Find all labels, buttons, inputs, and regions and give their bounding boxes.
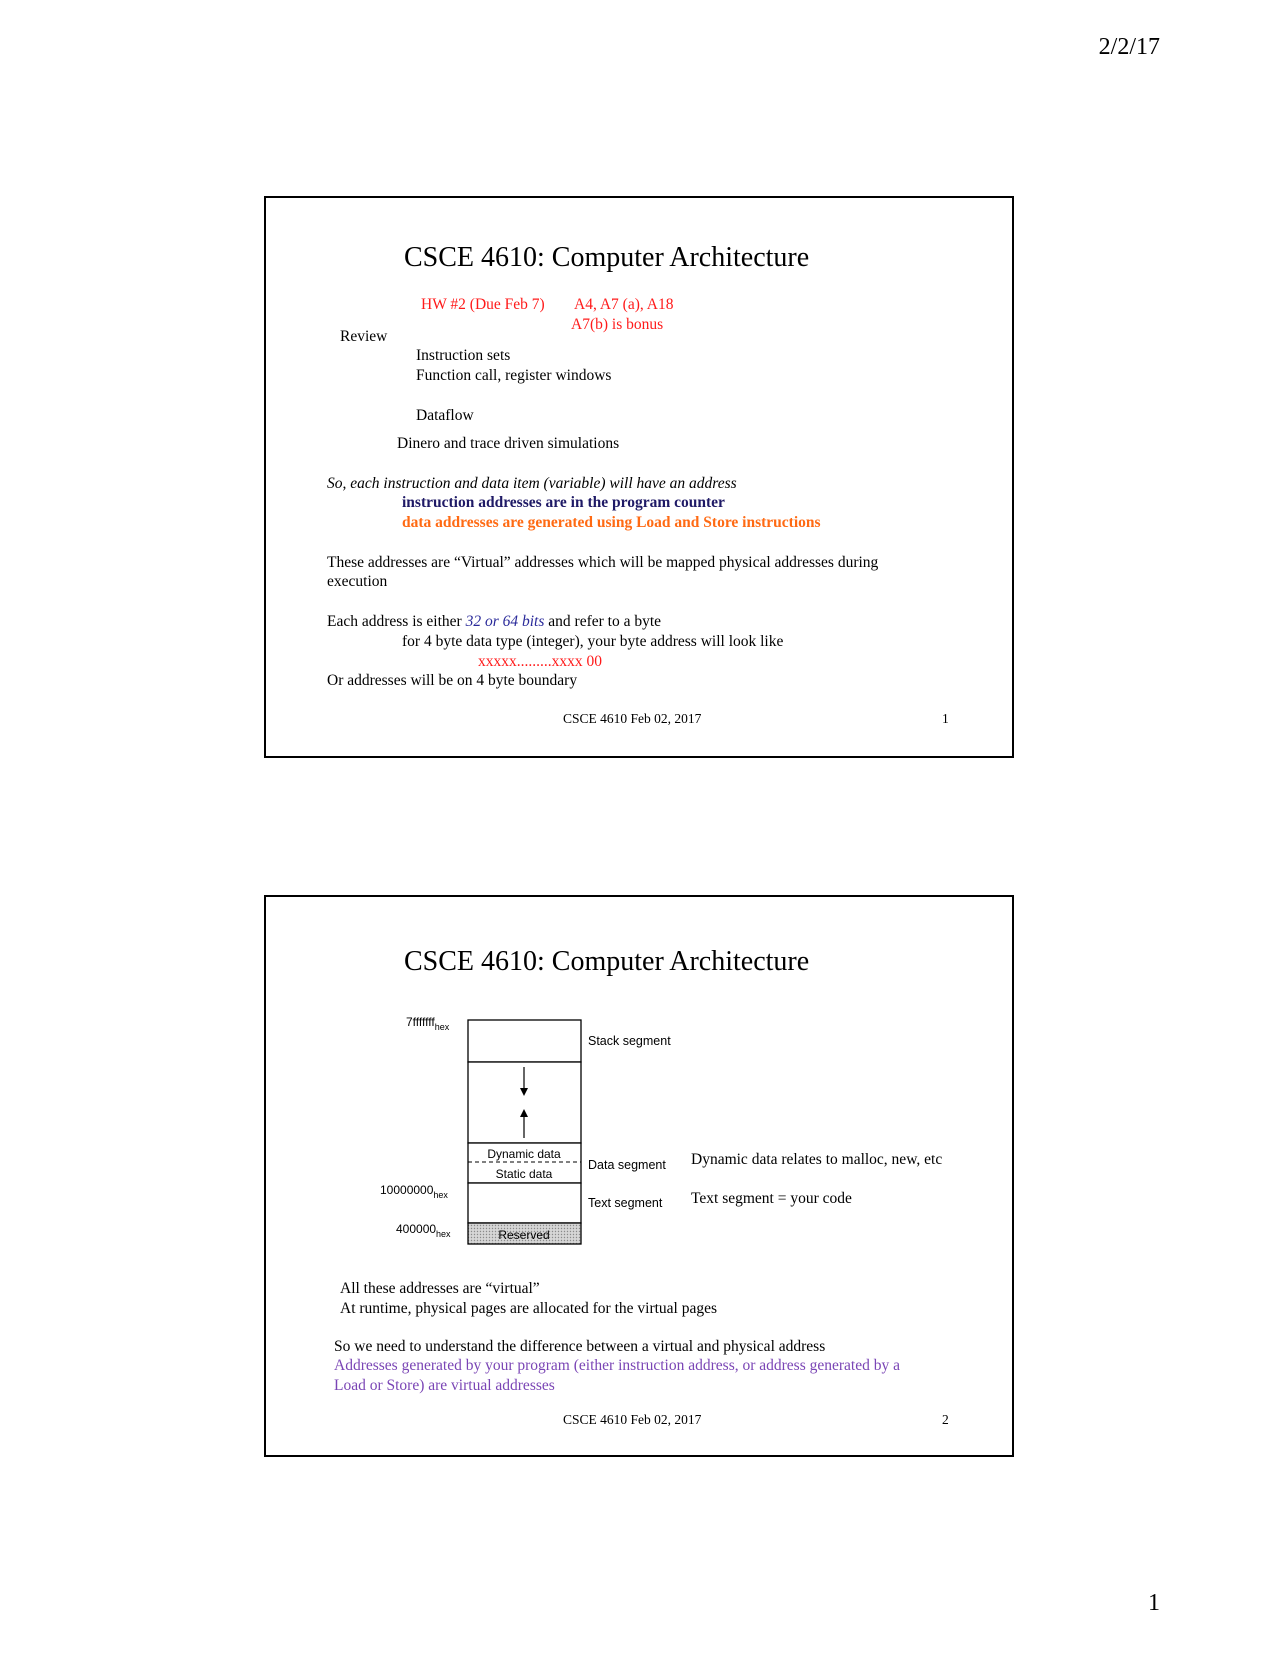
- text-box: [468, 1183, 581, 1223]
- addr-bottom-label: $400000_{hex}$: [396, 1222, 451, 1239]
- page-number: 1: [1148, 1590, 1160, 1616]
- virtual-line-1: These addresses are “Virtual” addresses which will be mapped physical addresses during: [327, 554, 879, 571]
- slide-number: 2: [942, 1412, 949, 1427]
- slide-footer: CSCE 4610 Feb 02, 2017: [563, 1412, 702, 1427]
- address-size-line: Each address is either 32 or 64 bits and refer to a byte: [327, 613, 662, 630]
- dynamic-data-label: Dynamic data: [487, 1147, 561, 1161]
- homework-due: HW #2 (Due Feb 7): [421, 296, 545, 313]
- reserved-label: Reserved: [498, 1228, 550, 1242]
- dinero-line: Dinero and trace driven simulations: [397, 435, 620, 452]
- stack-box: [468, 1020, 581, 1062]
- page-date: 2/2/17: [1098, 34, 1160, 60]
- homework-problems: A4, A7 (a), A18: [574, 296, 674, 313]
- understand-line: So we need to understand the difference between a virtual and physical address: [334, 1338, 826, 1355]
- address-pattern: xxxxx.........xxxx 00: [478, 653, 602, 670]
- purple-line-2: Load or Store) are virtual addresses: [334, 1377, 555, 1394]
- slide-number: 1: [942, 711, 949, 726]
- purple-line-1: Addresses generated by your program (either instruction address, or address generated by a: [334, 1357, 900, 1374]
- virtual-line-2: execution: [327, 573, 388, 590]
- byte-address-line: for 4 byte data type (integer), your byte address will look like: [402, 633, 784, 650]
- review-topic: Instruction sets: [416, 347, 511, 364]
- data-address-line: data addresses are generated using Load and Store instructions: [402, 514, 821, 531]
- memory-layout-diagram: [266, 897, 1011, 1257]
- slide-1: [264, 196, 1014, 758]
- data-segment-label: Data segment: [588, 1158, 666, 1172]
- review-topic: Dataflow: [416, 407, 474, 424]
- instruction-address-line: instruction addresses are in the program counter: [402, 494, 725, 511]
- virtual-note-1: All these addresses are “virtual”: [340, 1280, 540, 1297]
- virtual-note-2: At runtime, physical pages are allocated for the virtual pages: [340, 1300, 718, 1317]
- note-text: Text segment = your code: [691, 1190, 852, 1207]
- addr-top-label: 7fffffff$_{hex}$: [406, 1015, 450, 1032]
- homework-bonus: A7(b) is bonus: [571, 316, 664, 333]
- text-segment-label: Text segment: [588, 1196, 663, 1210]
- addr-mid-label: $10000000_{hex}$: [380, 1183, 448, 1200]
- static-data-label: Static data: [495, 1167, 553, 1181]
- stack-segment-label: Stack segment: [588, 1034, 671, 1048]
- boundary-line: Or addresses will be on 4 byte boundary: [327, 672, 578, 689]
- review-heading: Review: [340, 328, 388, 345]
- review-topic: Function call, register windows: [416, 367, 612, 384]
- slide-footer: CSCE 4610 Feb 02, 2017: [563, 711, 702, 726]
- address-intro: So, each instruction and data item (variable) will have an address: [327, 475, 737, 492]
- note-dynamic: Dynamic data relates to malloc, new, etc: [691, 1151, 943, 1168]
- slide-1-title: CSCE 4610: Computer Architecture: [404, 242, 810, 273]
- slide-2-title: CSCE 4610: Computer Architecture: [404, 946, 810, 977]
- slide-2: [264, 895, 1014, 1457]
